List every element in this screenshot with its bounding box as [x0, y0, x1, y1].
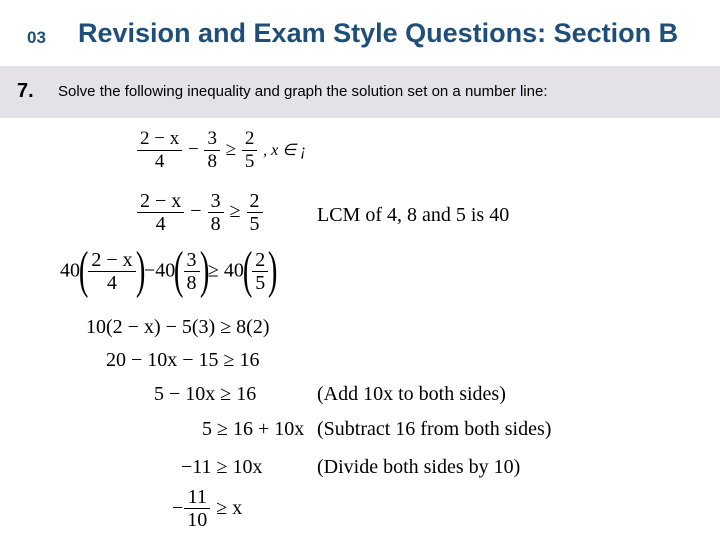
- coefficient-40: 40: [60, 259, 80, 282]
- fraction-2-over-5: $\frac{2}{5}$: [252, 249, 268, 294]
- step-7: −11 ≥ 10x: [181, 456, 263, 478]
- fraction-3-over-8: $\frac{3}{8}$: [204, 128, 220, 173]
- fraction-3-over-8: $\frac{3}{8}$: [208, 190, 224, 235]
- fraction-11-over-10: $\frac{11}{10}$: [184, 486, 210, 531]
- step-8: [172, 486, 242, 531]
- fraction-2-minus-x-over-4: $\frac{2 - x}{4}$: [88, 249, 135, 294]
- ge-sign: ≥: [225, 138, 237, 160]
- domain-text: , x ∈ ¡: [263, 141, 307, 159]
- step-4: 20 − 10x − 15 ≥ 16: [106, 349, 260, 371]
- minus-40: −40: [143, 259, 176, 282]
- step-2: [60, 242, 278, 299]
- note-subtract: (Subtract 16 from both sides): [317, 418, 552, 440]
- fraction-2-minus-x-over-4: $\frac{2 - x}{4}$: [137, 190, 184, 235]
- question-number: 7.: [17, 80, 34, 102]
- left-paren: (: [174, 242, 184, 299]
- fraction-2-minus-x-over-4: $\frac{2 - x}{4}$: [137, 128, 182, 173]
- note-divide: (Divide both sides by 10): [317, 456, 521, 478]
- note-lcm: LCM of 4, 8 and 5 is 40: [317, 204, 510, 226]
- step-3: 10(2 − x) − 5(3) ≥ 8(2): [86, 316, 270, 338]
- right-paren: ): [135, 242, 146, 299]
- step-1: [136, 190, 264, 235]
- left-paren: (: [78, 242, 89, 299]
- note-add: (Add 10x to both sides): [317, 383, 506, 405]
- minus-sign: −: [190, 200, 202, 223]
- ge-x: ≥ x: [216, 497, 243, 519]
- minus-sign: −: [172, 497, 184, 519]
- fraction-2-over-5: $\frac{2}{5}$: [247, 190, 263, 235]
- page-title: Revision and Exam Style Questions: Section B: [78, 18, 679, 48]
- fraction-2-over-5: $\frac{2}{5}$: [242, 128, 258, 173]
- section-number: 03: [27, 28, 46, 47]
- step-5: 5 − 10x ≥ 16: [154, 383, 257, 405]
- left-paren: (: [242, 242, 253, 299]
- step-6: 5 ≥ 16 + 10x: [202, 418, 305, 440]
- fraction-3-over-8: $\frac{3}{8}$: [184, 249, 200, 294]
- ge-sign: ≥: [229, 200, 241, 223]
- right-paren: ): [199, 242, 209, 299]
- inequality-statement: [136, 128, 306, 173]
- right-paren: ): [268, 242, 278, 299]
- ge-40: ≥ 40: [207, 259, 244, 282]
- question-text: Solve the following inequality and graph the solution set on a number line:: [58, 83, 548, 100]
- minus-sign: −: [187, 138, 199, 160]
